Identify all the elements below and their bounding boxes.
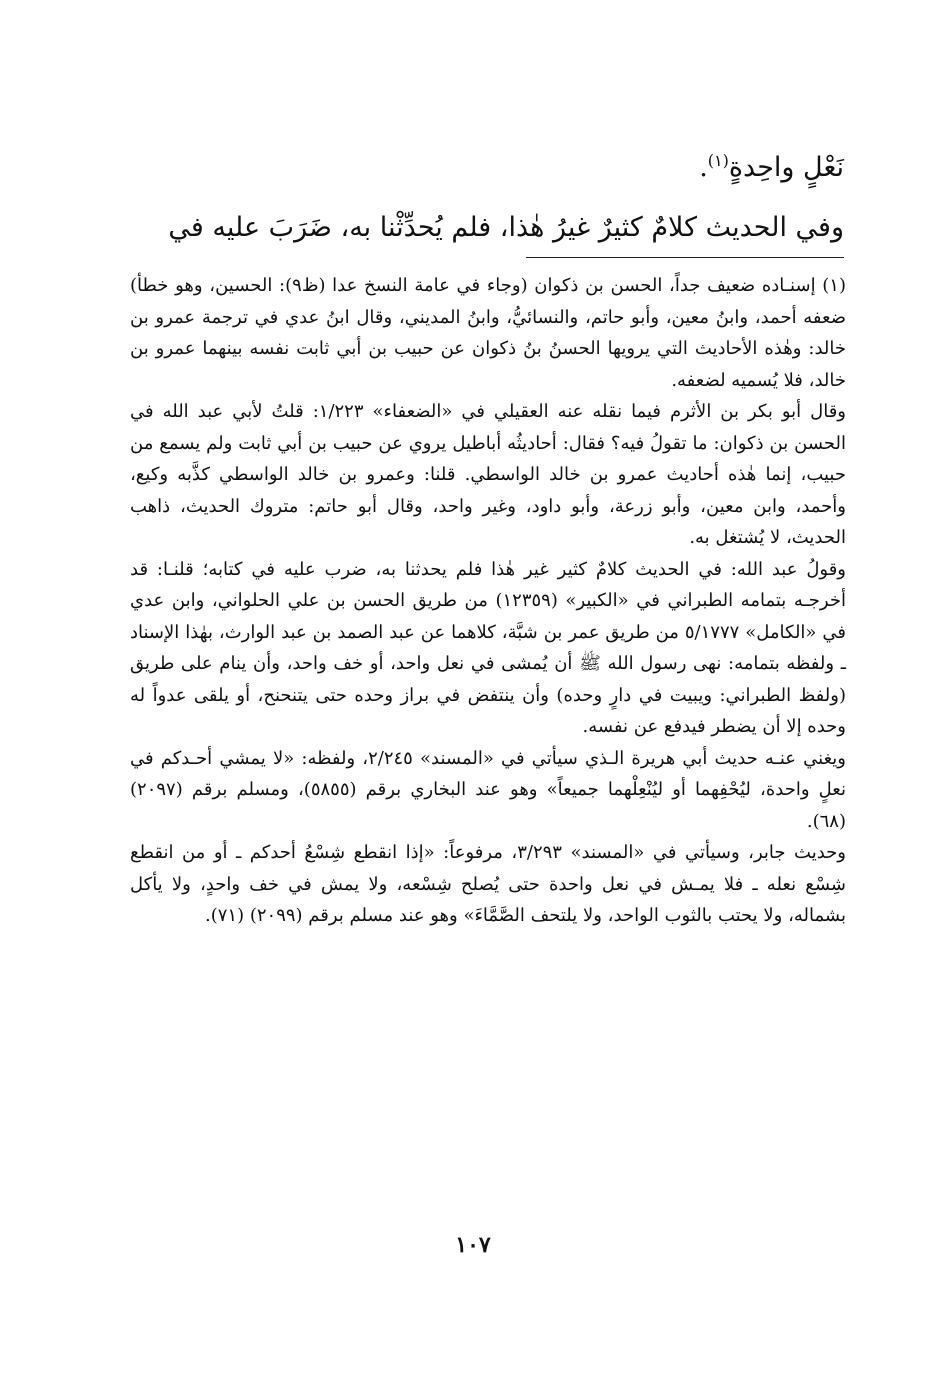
footnote-paragraph: وقولُ عبد الله: في الحديث كلامٌ كثير غير هٰذا فلم يحدثنا به، ضرب عليه في كتابه؛ قلنـا: قد أخرجـه بتمامه الطبراني في «الكبير» (١٢٣٥٩) من طريق الحسن بن علي الحلواني، وابن عدي في «الكامل» ٥/١٧٧٧ من طريق عمر بن شبَّة، كلاهما عن عبد الصمد بن عبد الوارث، بهٰذا الإسناد ـ ولفظه بتمامه: نهى رسول الله ﷺ أن يُمشى في نعل واحد، أو خف واحد، وأن ينام على طريق (ولفظ الطبراني: ويبيت في دارٍ وحده) وأن ينتفض في براز وحده حتى يتنحنح، أو يلقى عدواً له وحده إلا أن يضطر فيدفع عن نفسه.	[130, 558, 846, 737]
footnote-paragraph: وحديث جابر، وسيأتي في «المسند» ٣/٢٩٣، مرفوعاً: «إذا انقطع شِسْعُ أحدكم ـ أو من انقطع شِسْع نعله ـ فلا يمـش في نعل واحدة حتى يُصلح شِسْعه، ولا يمش في خف واحدٍ، ولا يأكل بشماله، ولا يحتب بالثوب الواحد، ولا يلتحف الصَّمَّاءَ» وهو عند مسلم برقم (٢٠٩٩) (٧١).	[130, 842, 846, 926]
page-number: ١٠٧	[455, 1232, 491, 1258]
main-text	[130, 138, 844, 258]
main-line-1-text: نَعْلٍ واحِدةٍ	[728, 152, 844, 183]
footnote-paragraph: (١) إسنـاده ضعيف جداً، الحسن بن ذكوان (وجاء في عامة النسخ عدا (ظ٩): الحسين، وهو خطأ) ضعفه أحمد، وابنُ معين، وأبو حاتم، والنسائيُّ، وابنُ المديني، وقال ابنُ عدي في ترجمة عمرو بن خالد: وهٰذه الأحاديث التي يرويها الحسنُ بنُ ذكوان عن حبيب بن أبي ثابت نفسه بينهما عمرو بن خالد، فلا يُسميه لضعفه.	[130, 275, 846, 391]
main-text-line-1	[130, 138, 844, 198]
footnote-marker: (١)	[707, 151, 729, 170]
footnotes	[130, 270, 846, 932]
footnote-paragraph: وقال أبو بكر بن الأثرم فيما نقله عنه العقيلي في «الضعفاء» ١/٢٢٣: قلتُ لأبي عبد الله في الحسن بن ذكوان: ما تقولُ فيه؟ فقال: أحاديثُه أباطيل يروي عن حبيب بن أبي ثابت ولم يسمع من حبيب، إنما هٰذه أحاديث عمرو بن خالد الواسطي. قلنا: وعمرو بن خالد الواسطي كذَّبه وكيع، وأحمد، وابن معين، وأبو زرعة، وأبو داود، وغير واحد، وقال أبو حاتم: متروك الحديث، ذاهب الحديث، لا يُشتغل به.	[130, 401, 846, 548]
main-line-1-end: .	[699, 152, 708, 183]
footnote-paragraph: ويغني عنـه حديث أبي هريرة الـذي سيأتي في «المسند» ٢/٢٤٥، ولفظه: «لا يمشي أحـدكم في نعلٍ واحدة، ليُحْفِهما أو ليُنْعِلْهما جميعاً» وهو عند البخاري برقم (٥٨٥٥)، ومسلم برقم (٢٠٩٧) (٦٨).	[130, 747, 846, 832]
main-text-line-2: وفي الحديث كلامٌ كثيرٌ غيرُ هٰذا، فلم يُحدِّثْنا به، ضَرَبَ عليه في	[168, 212, 844, 243]
footnote-separator	[526, 257, 844, 258]
